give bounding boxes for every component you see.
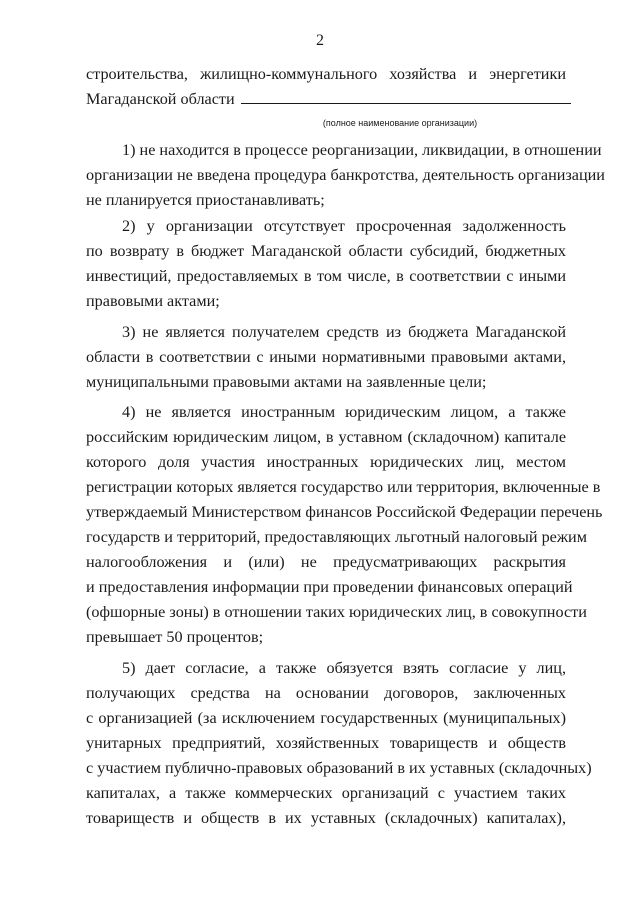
body-line: капиталах, а также коммерческих организаций с участием таких [86,784,566,802]
body-line: утверждаемый Министерством финансов Российской Федерации перечень [86,503,603,521]
body-line: с организацией (за исключением государственных (муниципальных) [86,709,566,727]
page-number: 2 [316,32,324,49]
body-line: не планируется приостанавливать; [86,191,325,209]
body-line: товариществ и обществ в их уставных (складочных) капиталах), [86,809,566,827]
body-line: правовыми актами; [86,292,220,310]
body-line: превышает 50 процентов; [86,628,264,646]
org-caption: (полное наименование организации) [322,118,478,128]
body-line: налогообложения и (или) не предусматривающих раскрытия [86,553,566,571]
body-line: российским юридическим лицом, в уставном (складочном) капитале [86,428,566,446]
body-line: унитарных предприятий, хозяйственных товариществ и обществ [86,734,566,752]
body-line: 2) у организации отсутствует просроченная задолженность [122,217,566,235]
body-line: 3) не является получателем средств из бюджета Магаданской [122,323,566,341]
body-line: инвестиций, предоставляемых в том числе, в соответствии с иными [86,267,566,285]
organization-name-field [241,89,571,104]
body-line: регистрации которых является государство или территория, включенные в [86,478,601,496]
body-line: с участием публично-правовых образований в их уставных (складочных) [86,759,592,777]
body-line: области в соответствии с иными нормативными правовыми актами, [86,348,566,366]
body-line: организации не введена процедура банкротства, деятельность организации [86,166,605,184]
body-line: 1) не находится в процессе реорганизации, ликвидации, в отношении [122,141,602,159]
body-line: государств и территорий, предоставляющих льготный налоговый режим [86,528,587,546]
body-line: муниципальными правовыми актами на заявленные цели; [86,373,487,391]
header-line-1: строительства, жилищно-коммунального хозяйства и энергетики [86,65,566,83]
header-line-2 [86,89,566,109]
body-line: (офшорные зоны) в отношении таких юридических лиц, в совокупности [86,603,587,621]
body-line: по возврату в бюджет Магаданской области субсидий, бюджетных [86,242,566,260]
header-line-2-text: Магаданской области [86,90,235,108]
body-line: и предоставления информации при проведении финансовых операций [86,578,573,596]
body-line: получающих средства на основании договоров, заключенных [86,684,566,702]
body-line: которого доля участия иностранных юридических лиц, местом [86,453,566,471]
body-line: 5) дает согласие, а также обязуется взять согласие у лиц, [122,659,566,677]
body-line: 4) не является иностранным юридическим лицом, а также [122,403,566,421]
